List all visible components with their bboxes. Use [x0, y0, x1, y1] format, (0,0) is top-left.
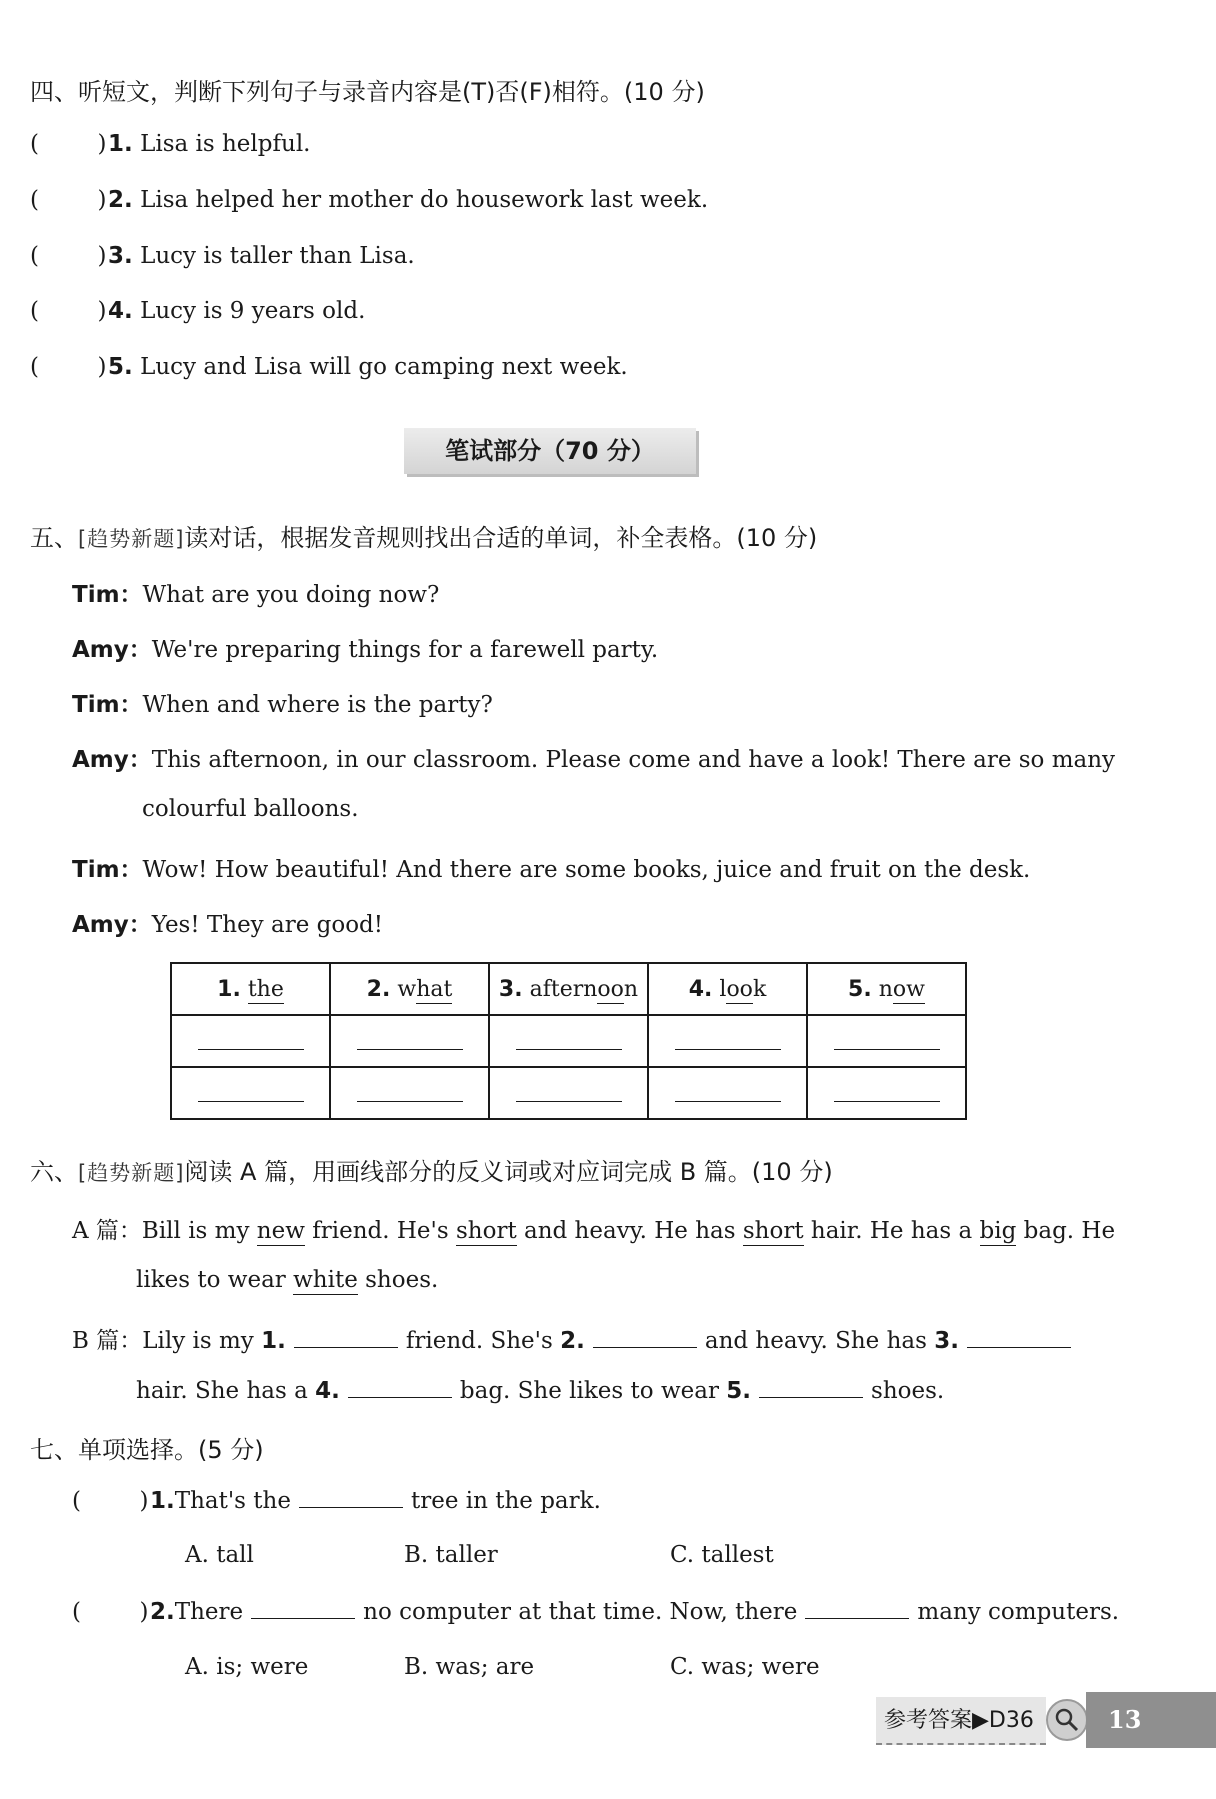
- answer-blank[interactable]: [593, 1327, 697, 1348]
- written-part-banner: 笔试部分（70 分）: [404, 428, 696, 474]
- answer-cell[interactable]: [330, 1067, 489, 1119]
- answer-cell[interactable]: [489, 1015, 648, 1067]
- table-header-cell: 2. what: [330, 963, 489, 1015]
- dialogue-text: When and where is the party?: [142, 692, 493, 718]
- underlined-word: short: [742, 1218, 804, 1244]
- dialogue-text: Yes! They are good!: [151, 912, 384, 938]
- answer-blank[interactable]: [251, 1598, 355, 1619]
- s4-item-3: [30, 243, 415, 269]
- table-header-cell: 4. look: [648, 963, 807, 1015]
- dialogue-line: [72, 576, 439, 609]
- passage-b-line-1: B 篇：Lily is my 1. friend. She's 2. and heavy. She has 3.: [72, 1322, 1079, 1355]
- dialogue-line: [142, 796, 359, 822]
- underlined-word: short: [455, 1218, 517, 1244]
- speaker-name: Amy：: [72, 747, 152, 773]
- pronunciation-table: [170, 962, 967, 1120]
- page-number: 13: [1086, 1692, 1216, 1748]
- section-7-heading: 七、单项选择。(5 分): [30, 1436, 264, 1464]
- answer-paren[interactable]: ( ): [30, 131, 107, 157]
- q2-option-b[interactable]: B. was; are: [404, 1654, 535, 1680]
- q2-option-a[interactable]: A. is; were: [185, 1654, 309, 1680]
- passage-a-line-2: likes to wear white shoes.: [136, 1267, 439, 1293]
- answer-cell[interactable]: [807, 1067, 966, 1119]
- trend-tag: [趋势新题]: [78, 527, 185, 551]
- dialogue-text: Wow! How beautiful! And there are some books, juice and fruit on the desk.: [142, 857, 1031, 883]
- dialogue-line: [72, 906, 383, 939]
- speaker-name: Tim：: [72, 692, 143, 718]
- answer-paren[interactable]: ( ): [30, 187, 107, 213]
- answer-blank[interactable]: [967, 1327, 1071, 1348]
- section-5-heading: [30, 518, 817, 553]
- table-header-cell: 3. afternoon: [489, 963, 648, 1015]
- item-text: Lisa helped her mother do housework last week.: [140, 187, 709, 213]
- answer-cell[interactable]: [489, 1067, 648, 1119]
- answer-cell[interactable]: [807, 1015, 966, 1067]
- table-row: [171, 1015, 966, 1067]
- s7-question-1: ( )1.That's the tree in the park.: [72, 1488, 601, 1514]
- passage-label: A 篇：: [72, 1218, 142, 1244]
- answer-paren[interactable]: ( ): [72, 1488, 149, 1514]
- dialogue-text: colourful balloons.: [142, 796, 359, 822]
- item-text: Lisa is helpful.: [140, 131, 311, 157]
- answer-paren[interactable]: ( ): [72, 1599, 149, 1625]
- table-row: [171, 1067, 966, 1119]
- answer-paren[interactable]: ( ): [30, 243, 107, 269]
- answer-cell[interactable]: [171, 1015, 330, 1067]
- dialogue-text: This afternoon, in our classroom. Please come and have a look! There are so many: [151, 747, 1116, 773]
- answer-reference: 参考答案▶D36: [876, 1697, 1046, 1745]
- speaker-name: Amy：: [72, 637, 152, 663]
- underlined-word: white: [293, 1267, 358, 1293]
- answer-cell[interactable]: [330, 1015, 489, 1067]
- passage-b-line-2: hair. She has a 4. bag. She likes to wear 5. shoes.: [136, 1378, 945, 1404]
- magnifier-icon: [1046, 1699, 1088, 1741]
- section-prefix: 六、: [30, 1158, 78, 1186]
- dialogue-line: [72, 631, 658, 664]
- item-number: 5.: [108, 354, 133, 380]
- passage-label: B 篇：: [72, 1328, 143, 1354]
- q1-option-a[interactable]: A. tall: [185, 1542, 254, 1568]
- item-number: 4.: [108, 298, 133, 324]
- underlined-word: big: [979, 1218, 1017, 1244]
- table-header-row: [171, 963, 966, 1015]
- trend-tag: [趋势新题]: [78, 1161, 185, 1185]
- item-text: Lucy is 9 years old.: [140, 298, 366, 324]
- item-number: 3.: [108, 243, 133, 269]
- answer-blank[interactable]: [299, 1487, 403, 1508]
- dialogue-text: What are you doing now?: [142, 582, 440, 608]
- s4-item-4: [30, 298, 365, 324]
- answer-paren[interactable]: ( ): [30, 298, 107, 324]
- answer-cell[interactable]: [648, 1015, 807, 1067]
- s4-item-1: [30, 131, 311, 157]
- q1-option-c[interactable]: C. tallest: [670, 1542, 774, 1568]
- dialogue-line: [72, 851, 1030, 884]
- answer-blank[interactable]: [294, 1327, 398, 1348]
- q2-option-c[interactable]: C. was; were: [670, 1654, 820, 1680]
- item-number: 2.: [108, 187, 133, 213]
- item-text: Lucy is taller than Lisa.: [140, 243, 415, 269]
- speaker-name: Tim：: [72, 857, 143, 883]
- section-6-heading: [30, 1152, 833, 1187]
- section-4-heading: 四、听短文，判断下列句子与录音内容是(T)否(F)相符。(10 分): [30, 78, 705, 106]
- speaker-name: Amy：: [72, 912, 152, 938]
- passage-a-line-1: A 篇：Bill is my new friend. He's short and heavy. He has short hair. He has a big bag. He: [72, 1218, 1116, 1244]
- answer-blank[interactable]: [805, 1598, 909, 1619]
- dialogue-line: [72, 686, 493, 719]
- answer-blank[interactable]: [759, 1377, 863, 1398]
- section-instruction: 阅读 A 篇，用画线部分的反义词或对应词完成 B 篇。(10 分): [184, 1158, 833, 1186]
- table-header-cell: 5. now: [807, 963, 966, 1015]
- table-header-cell: 1. the: [171, 963, 330, 1015]
- dialogue-line: [72, 741, 1115, 774]
- q1-option-b[interactable]: B. taller: [404, 1542, 498, 1568]
- answer-cell[interactable]: [648, 1067, 807, 1119]
- section-prefix: 五、: [30, 524, 78, 552]
- dialogue-text: We're preparing things for a farewell party.: [151, 637, 659, 663]
- answer-cell[interactable]: [171, 1067, 330, 1119]
- answer-paren[interactable]: ( ): [30, 354, 107, 380]
- answer-blank[interactable]: [348, 1377, 452, 1398]
- item-number: 1.: [108, 131, 133, 157]
- s4-item-5: [30, 354, 628, 380]
- s4-item-2: [30, 187, 708, 213]
- underlined-word: new: [256, 1218, 305, 1244]
- item-text: Lucy and Lisa will go camping next week.: [140, 354, 628, 380]
- speaker-name: Tim：: [72, 582, 143, 608]
- section-instruction: 读对话，根据发音规则找出合适的单词，补全表格。(10 分): [184, 524, 818, 552]
- s7-question-2: ( )2.There no computer at that time. Now, there many computers.: [72, 1599, 1120, 1625]
